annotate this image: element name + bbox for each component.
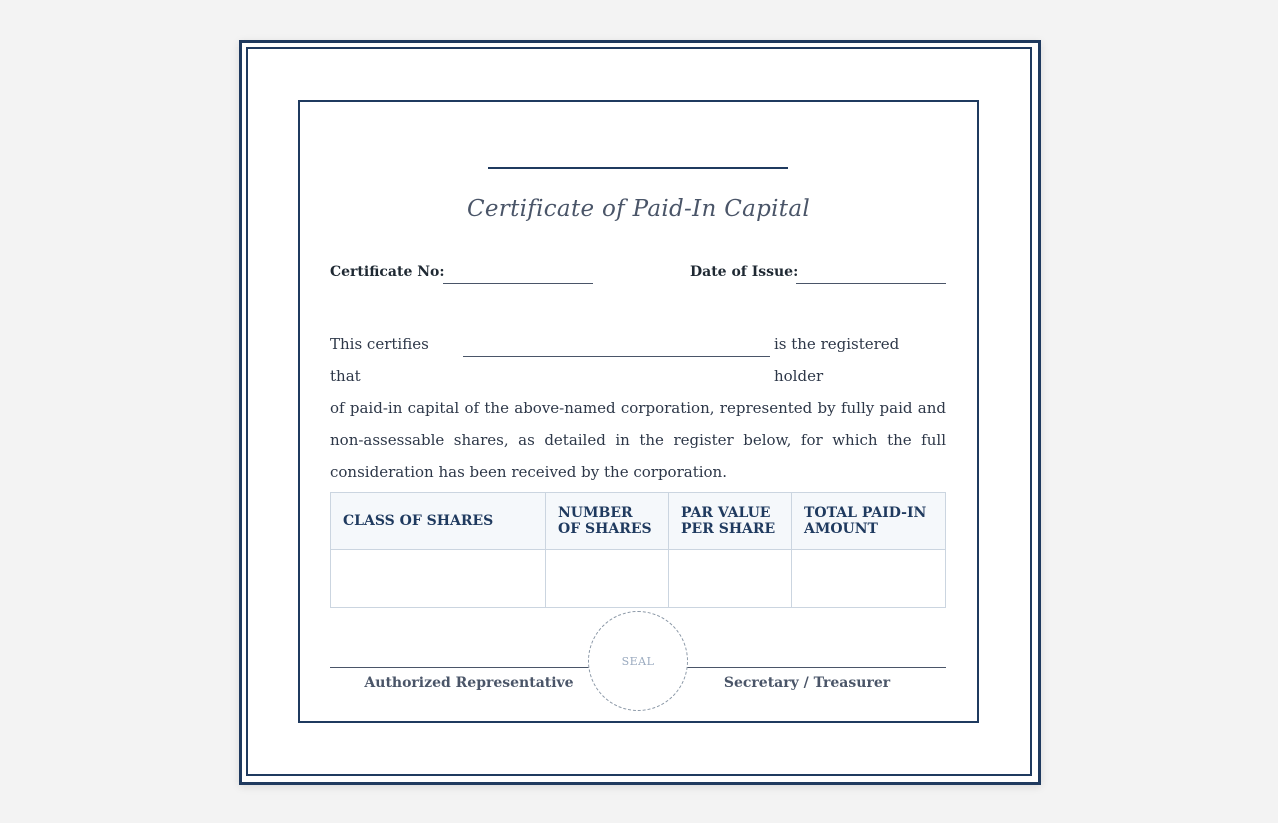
secretary-treasurer-signature-line[interactable] [668,667,946,668]
body-lead-in: This certifies that [330,335,429,385]
share-register-table [330,492,946,608]
table-header-row [331,493,946,550]
column-header-number-of-shares: NUMBER OF SHARES [546,493,669,550]
certificate-no-field[interactable] [443,283,593,284]
certificate-content-frame [298,100,979,723]
column-header-total-paid-in: TOTAL PAID-IN AMOUNT [792,493,946,550]
title-top-rule [488,167,788,169]
table-row [331,550,946,608]
column-header-class-of-shares: CLASS OF SHARES [331,493,546,550]
authorized-representative-signature-line[interactable] [330,667,608,668]
table-cell-total[interactable] [792,550,946,608]
date-of-issue-label: Date of Issue: [690,264,799,280]
seal-placeholder [588,611,688,711]
certificate-title: Certificate of Paid-In Capital [466,196,811,222]
secretary-treasurer-label: Secretary / Treasurer [723,675,891,691]
certificate-no-label: Certificate No: [330,264,445,280]
table-cell-par-value[interactable] [669,550,792,608]
table-cell-class[interactable] [331,550,546,608]
certificate-body [330,328,946,488]
authorized-representative-label: Authorized Representative [364,675,574,691]
holder-name-field[interactable] [463,328,770,357]
column-header-par-value: PAR VALUE PER SHARE [669,493,792,550]
body-continuation: of paid-in capital of the above-named corporation, represented by fully paid and non-assessable shares, as detailed in the register below, for which the full consideration has been received by the corporation. [330,399,946,481]
table-cell-number[interactable] [546,550,669,608]
date-of-issue-field[interactable] [796,283,946,284]
body-after-blank: is the registered holder [773,335,900,385]
seal-label: SEAL [621,654,655,668]
